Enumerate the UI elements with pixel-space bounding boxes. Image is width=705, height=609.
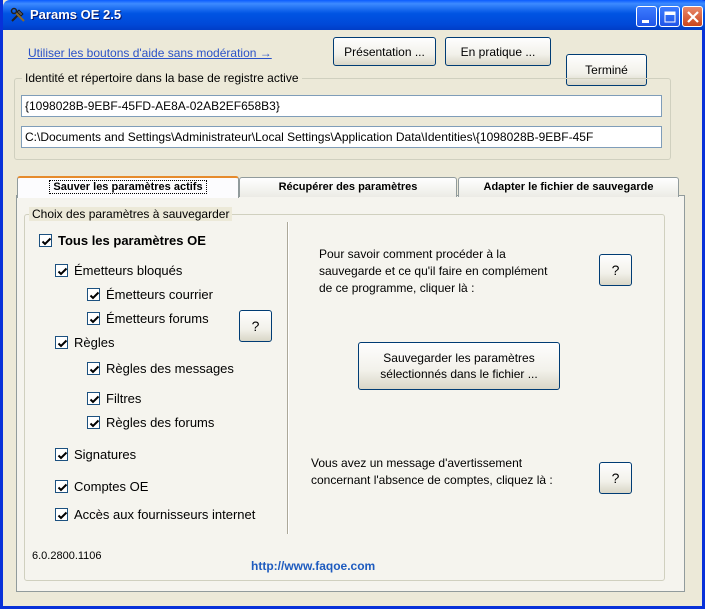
info-sauvegarde-text	[319, 246, 547, 297]
checkmark-icon	[89, 290, 100, 301]
maximize-icon	[660, 7, 681, 28]
checkmark-icon	[57, 510, 68, 521]
check-comptes-label: Comptes OE	[74, 479, 149, 494]
check-regles-forums-label: Règles des forums	[106, 415, 215, 430]
check-filtres-label: Filtres	[106, 391, 142, 406]
tab-sauver[interactable]	[17, 176, 239, 198]
check-emetteurs-forums-label: Émetteurs forums	[106, 311, 209, 326]
identity-id-field[interactable]: {1098028B-9EBF-45FD-AE8A-02AB2EF658B3}	[21, 95, 662, 117]
checkbox-box	[39, 234, 52, 247]
tab-adapter[interactable]: Adapter le fichier de sauvegarde	[458, 177, 679, 197]
checkmark-icon	[89, 314, 100, 325]
close-icon	[683, 7, 704, 28]
checkbox-box	[55, 508, 68, 521]
website-link[interactable]: http://www.faqoe.com	[251, 559, 376, 573]
presentation-button[interactable]: Présentation ...	[333, 37, 436, 66]
save-params-button[interactable]	[358, 342, 560, 390]
version-label: 6.0.2800.1106	[32, 550, 102, 562]
save-params-line: sélectionnés dans le fichier ...	[380, 367, 538, 381]
check-all-label: Tous les paramètres OE	[58, 233, 206, 248]
checkmark-icon	[89, 418, 100, 429]
check-emetteurs-bloques-label: Émetteurs bloqués	[74, 263, 183, 278]
checkbox-box	[87, 392, 100, 405]
window-title: Params OE 2.5	[30, 7, 122, 22]
checkmark-icon	[57, 338, 68, 349]
checkmark-icon	[89, 394, 100, 405]
checkbox-box	[87, 288, 100, 301]
tools-icon	[10, 7, 26, 23]
checkbox-box	[55, 264, 68, 277]
check-emetteurs-courrier[interactable]	[87, 287, 213, 302]
check-signatures-label: Signatures	[74, 447, 137, 462]
check-emetteurs-courrier-label: Émetteurs courrier	[106, 287, 213, 302]
choice-group-label: Choix des paramètres à sauvegarder	[29, 207, 232, 221]
help-comptes-button[interactable]: ?	[599, 462, 632, 494]
info-line: de ce programme, cliquer là :	[319, 281, 475, 295]
info-line: Vous avez un message d'avertissement	[311, 456, 523, 470]
check-acces[interactable]	[55, 507, 255, 522]
checkmark-icon	[57, 266, 68, 277]
checkbox-box	[87, 362, 100, 375]
termine-button[interactable]: Terminé	[566, 54, 647, 86]
checkmark-icon	[89, 364, 100, 375]
check-acces-label: Accès aux fournisseurs internet	[74, 507, 256, 522]
checkmark-icon	[41, 236, 52, 247]
check-regles-label: Règles	[74, 335, 115, 350]
tab-sauver-label: Sauver les paramètres actifs	[49, 180, 206, 194]
help-sauvegarde-button[interactable]: ?	[599, 254, 632, 286]
info-comptes-text	[311, 455, 553, 489]
tab-recuperer[interactable]: Récupérer des paramètres	[239, 177, 457, 197]
help-link[interactable]: Utiliser les boutons d'aide sans modération →	[28, 46, 272, 60]
vertical-divider	[287, 222, 289, 534]
check-filtres[interactable]	[87, 391, 141, 406]
check-comptes[interactable]	[55, 479, 148, 494]
checkbox-box	[55, 480, 68, 493]
checkbox-box	[87, 312, 100, 325]
minimize-button[interactable]	[636, 6, 657, 27]
close-button[interactable]	[682, 6, 703, 27]
en-pratique-button[interactable]: En pratique ...	[445, 37, 551, 66]
checkmark-icon	[57, 482, 68, 493]
checkbox-box	[87, 416, 100, 429]
info-line: Pour savoir comment procéder à la	[319, 247, 506, 261]
info-line: concernant l'absence de comptes, cliquez là :	[311, 473, 553, 487]
identity-path-field[interactable]: C:\Documents and Settings\Administrateur\Local Settings\Application Data\Identities\{1098028B-9EBF-45F	[21, 126, 662, 148]
check-regles[interactable]	[55, 335, 114, 350]
check-emetteurs-bloques[interactable]	[55, 263, 182, 278]
check-regles-messages[interactable]	[87, 361, 234, 376]
check-emetteurs-forums[interactable]	[87, 311, 209, 326]
info-line: sauvegarde et ce qu'il faire en complément	[319, 264, 548, 278]
help-emetteurs-button[interactable]: ?	[239, 310, 272, 342]
check-all[interactable]	[39, 233, 206, 248]
checkbox-box	[55, 336, 68, 349]
checkmark-icon	[57, 450, 68, 461]
title-bar[interactable]	[3, 0, 705, 30]
identity-group-label: Identité et répertoire dans la base de registre active	[22, 71, 302, 85]
minimize-icon	[637, 7, 658, 28]
maximize-button[interactable]	[659, 6, 680, 27]
save-params-line: Sauvegarder les paramètres	[383, 351, 535, 365]
checkbox-box	[55, 448, 68, 461]
check-regles-messages-label: Règles des messages	[106, 361, 234, 376]
check-signatures[interactable]	[55, 447, 136, 462]
check-regles-forums[interactable]	[87, 415, 214, 430]
